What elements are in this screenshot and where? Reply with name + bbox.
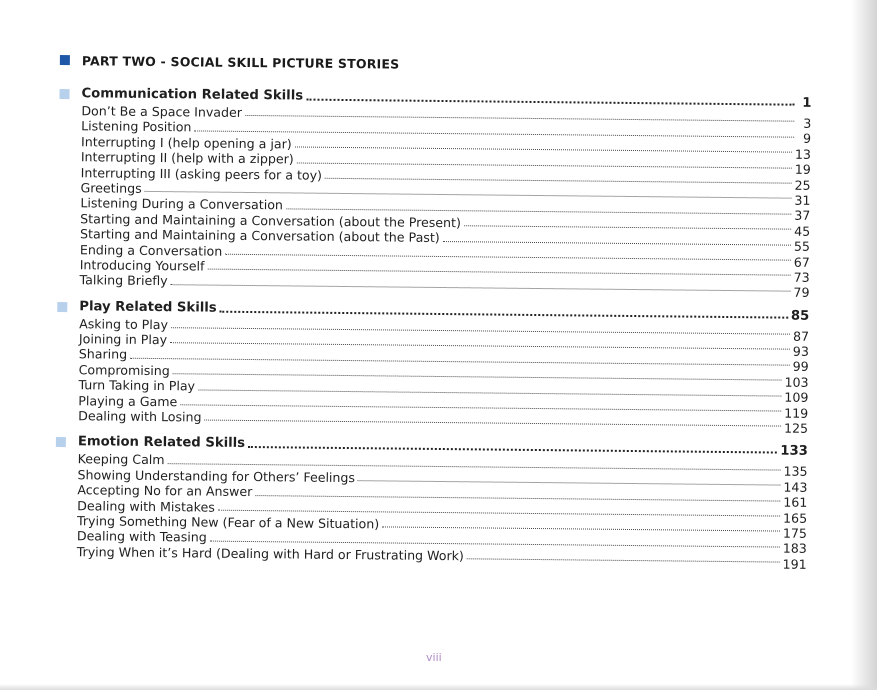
toc-entry-label: Turn Taking in Play <box>78 377 196 394</box>
dot-leader <box>171 283 791 291</box>
dot-leader <box>205 419 782 427</box>
toc-entry-label: Showing Understanding for Others’ Feelings <box>77 467 356 485</box>
toc-entry-page: 135 <box>783 464 808 480</box>
toc-entry-page: 93 <box>792 343 809 359</box>
toc-entry-label: Dealing with Teasing <box>76 528 207 545</box>
table-of-contents <box>55 50 812 576</box>
toc-entry-page: 109 <box>784 389 809 406</box>
toc-entry-page: 125 <box>783 420 809 436</box>
toc-entry-page: 67 <box>793 254 810 270</box>
toc-entry-page: 161 <box>783 494 808 511</box>
toc-entry-label: Trying Something New (Fear of a New Situation) <box>76 513 380 532</box>
toc-entry-label: Starting and Maintaining a Conversation (about the Past) <box>79 226 440 246</box>
toc-entry-label: Greetings <box>80 180 142 196</box>
toc-entry-page: 37 <box>794 208 811 224</box>
section-bullet-icon <box>57 302 67 312</box>
toc-entry-label: Dealing with Mistakes <box>77 497 215 515</box>
dot-leader <box>220 309 788 318</box>
part-heading <box>60 50 812 78</box>
dot-leader <box>443 240 791 246</box>
toc-entry-label: Interrupting I (help opening a jar) <box>80 134 292 152</box>
section-heading-page: 133 <box>780 443 808 460</box>
toc-entry-label: Interrupting II (help with a zipper) <box>80 149 294 167</box>
toc-entry-page: 31 <box>794 192 811 208</box>
toc-entry-label: Keeping Calm <box>77 451 165 468</box>
part-title: PART TWO - SOCIAL SKILL PICTURE STORIES <box>81 52 400 72</box>
toc-entry-page: 55 <box>793 238 811 254</box>
section-bullet-icon <box>59 89 69 99</box>
section-heading-label: Play Related Skills <box>79 298 217 316</box>
toc-entry-page: 13 <box>794 146 812 162</box>
toc-entry-page: 3 <box>803 115 812 131</box>
toc-entry-label: Listening Position <box>81 118 192 135</box>
section-bullet-icon <box>56 437 66 447</box>
square-bullet-icon <box>60 55 70 65</box>
toc-entry-page: 175 <box>782 525 808 541</box>
section-heading-page: 85 <box>790 308 810 324</box>
toc-entry-label: Talking Briefly <box>79 272 168 289</box>
toc-section <box>58 84 812 301</box>
toc-entry-page: 183 <box>782 540 807 557</box>
toc-entry-page: 45 <box>794 223 811 239</box>
dot-leader <box>306 98 794 106</box>
toc-entry-label: Starting and Maintaining a Conversation (about the Present) <box>80 210 461 230</box>
dot-leader <box>382 526 780 532</box>
toc-entry-label: Ending a Conversation <box>79 241 223 259</box>
dot-leader <box>467 557 780 562</box>
toc-entry-label: Dealing with Losing <box>78 408 202 425</box>
toc-entry-page: 73 <box>793 269 810 285</box>
toc-entry-label: Trying When it’s Hard (Dealing with Hard or Frustrating Work) <box>76 543 464 564</box>
dot-leader <box>248 445 777 454</box>
toc-entry-page: 25 <box>794 177 811 193</box>
page-number: viii <box>426 651 442 664</box>
toc-entry-page: 79 <box>793 284 810 301</box>
toc-entry-page: 103 <box>784 374 809 390</box>
toc-entry-page: 19 <box>794 161 811 178</box>
toc-entry-label: Introducing Yourself <box>79 257 205 274</box>
dot-leader <box>358 479 780 485</box>
toc-entry-page: 165 <box>783 510 808 526</box>
toc-entry-label: Asking to Play <box>79 315 169 332</box>
toc-entry-label: Accepting No for an Answer <box>77 482 253 500</box>
section-heading-label: Communication Related Skills <box>81 86 304 104</box>
toc-entry-page: 99 <box>792 359 809 375</box>
dot-leader <box>464 224 791 229</box>
sections-container <box>55 84 812 572</box>
section-heading-label: Emotion Related Skills <box>77 434 246 452</box>
toc-entry-label: Sharing <box>78 346 128 363</box>
toc-entry-page: 9 <box>803 131 812 147</box>
toc-entry-label: Listening During a Conversation <box>80 195 284 213</box>
toc-entry-label: Don’t Be a Space Invader <box>81 103 243 120</box>
toc-entry-page: 191 <box>782 556 807 572</box>
toc-entry-label: Interrupting III (asking peers for a toy) <box>80 164 323 183</box>
toc-entry-page: 143 <box>783 479 808 495</box>
section-heading-page: 1 <box>802 95 812 111</box>
page-bottom-edge <box>0 684 877 690</box>
toc-entry-label: Compromising <box>78 362 170 379</box>
toc-section <box>55 432 808 572</box>
toc-entry-label: Joining in Play <box>78 331 168 348</box>
page-edge-shadow <box>851 0 877 690</box>
toc-entry-label: Playing a Game <box>78 392 178 409</box>
toc-entry-page: 87 <box>792 328 810 344</box>
toc-entry-page: 119 <box>784 405 809 421</box>
toc-section <box>56 297 810 436</box>
